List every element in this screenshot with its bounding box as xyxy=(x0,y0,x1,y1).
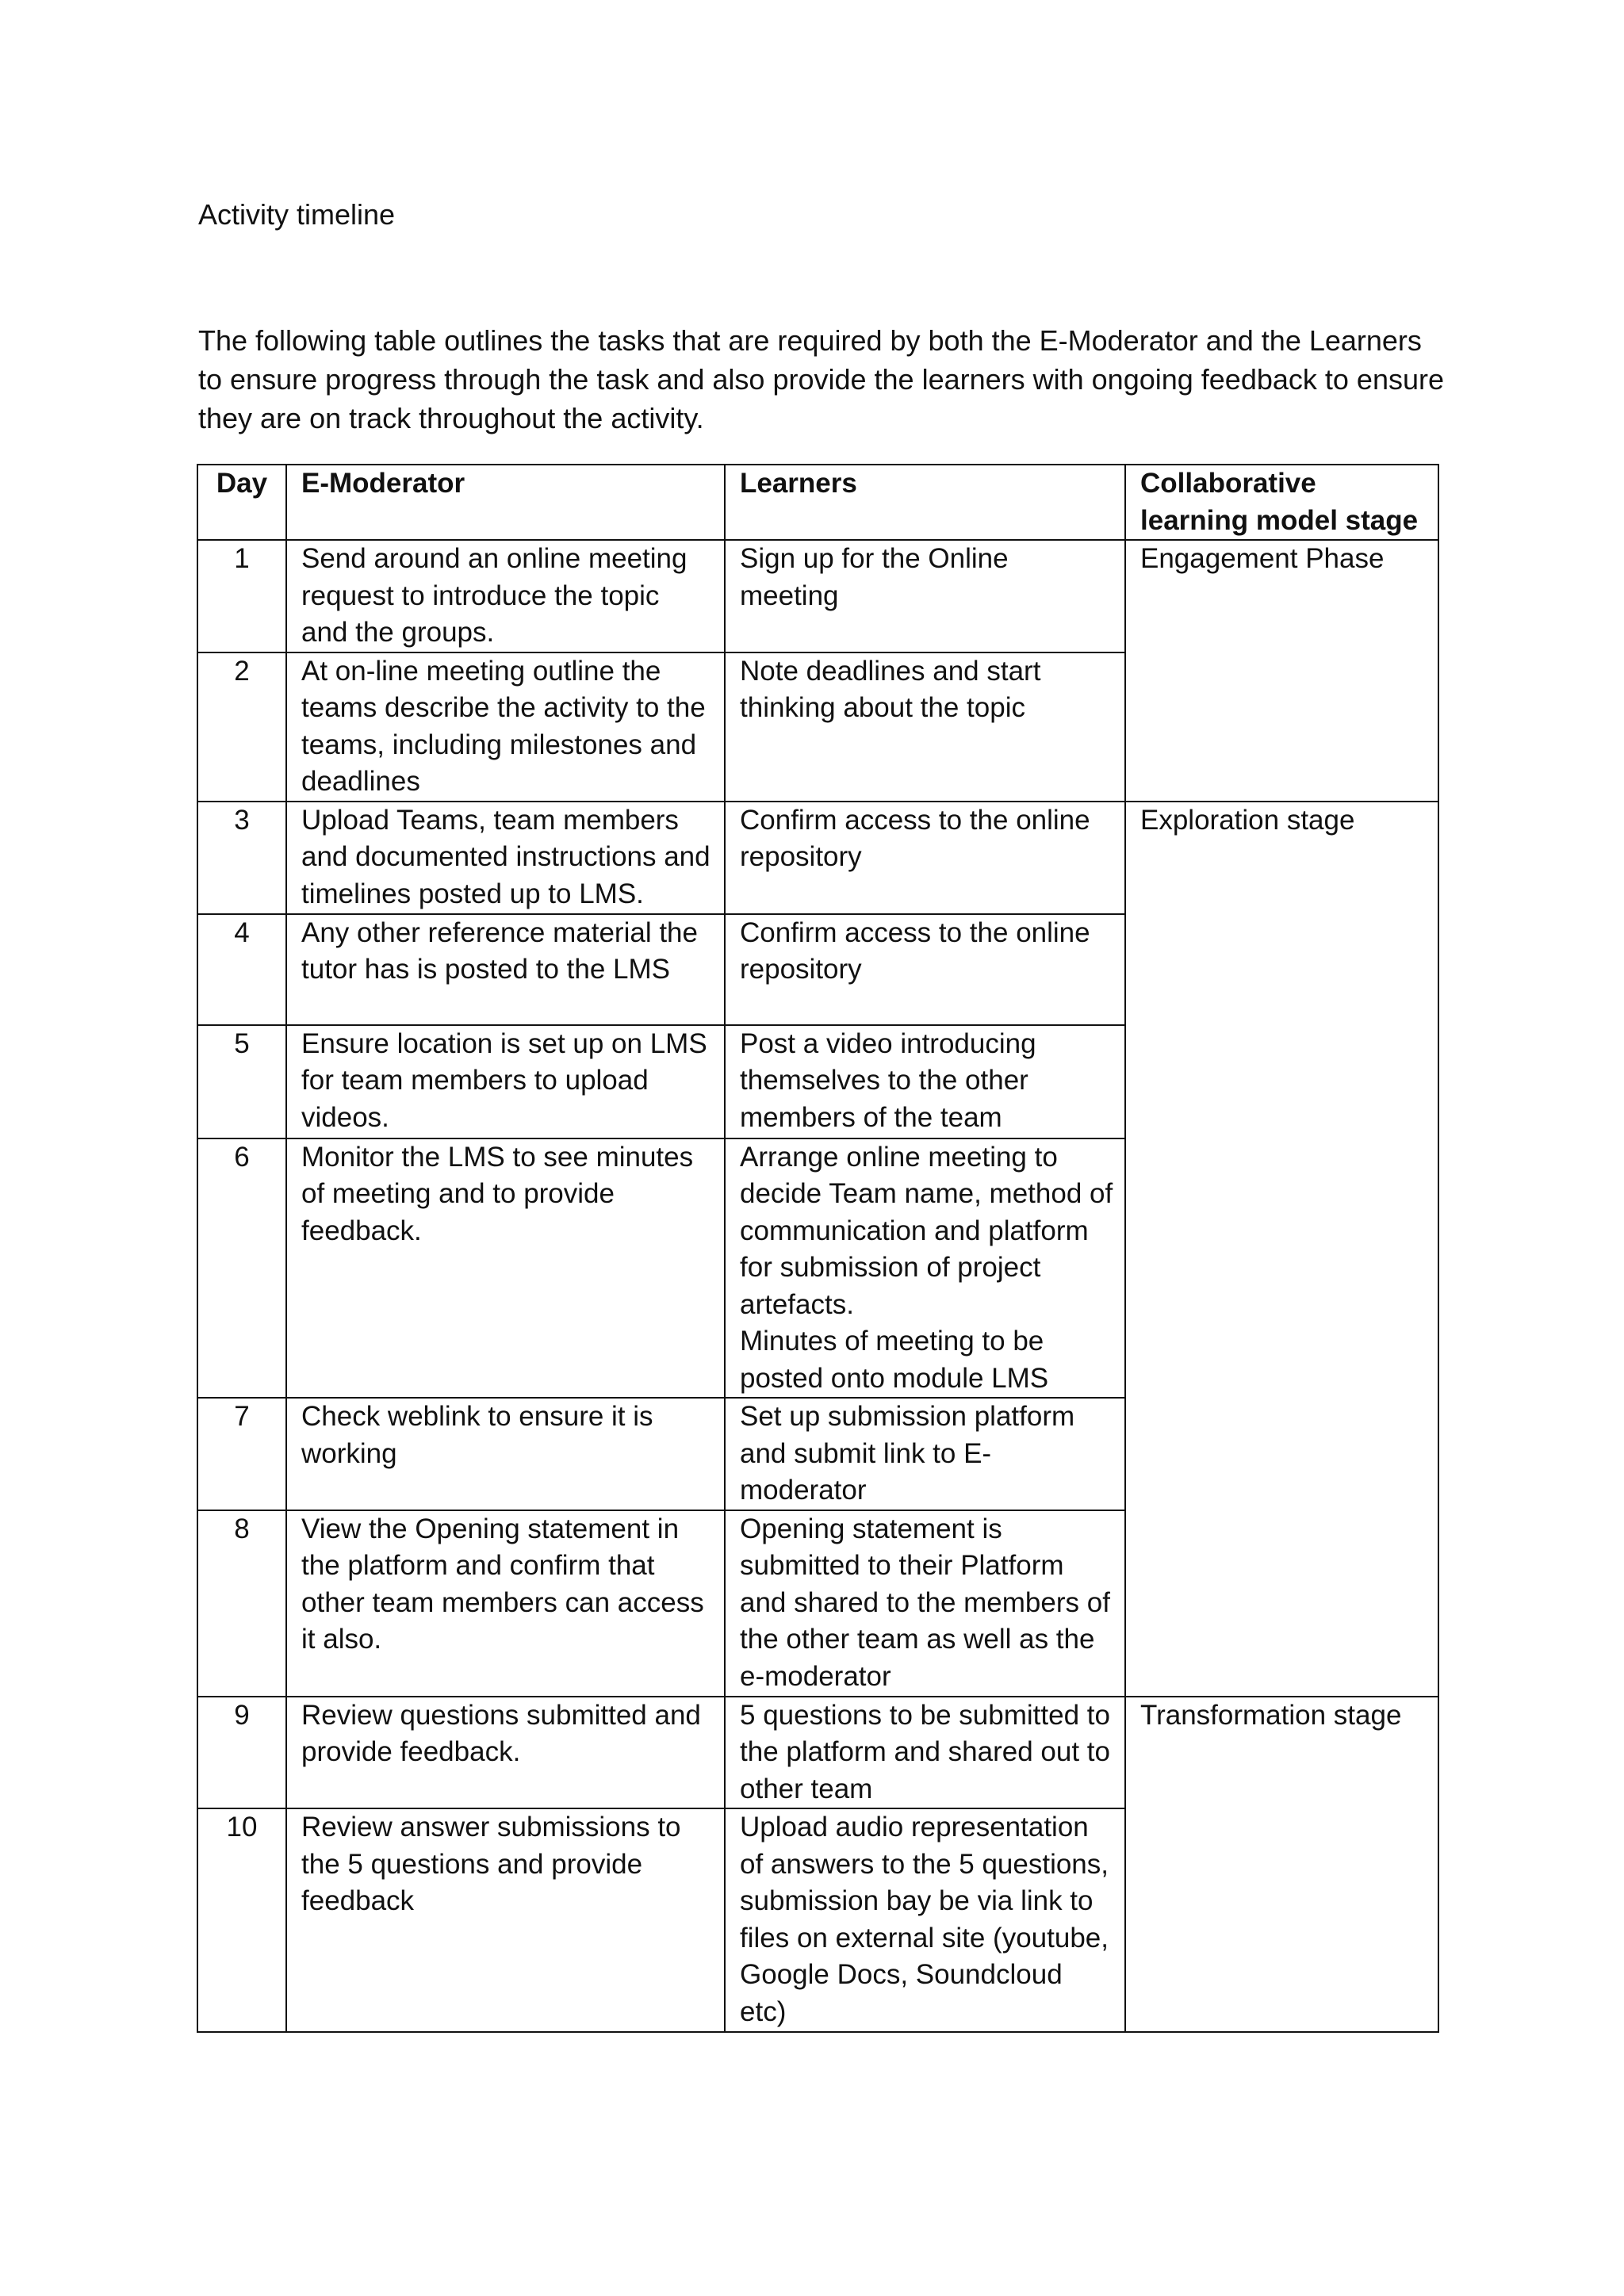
moderator-cell: At on-line meeting outline the teams describe the activity to the teams, including milestones and deadlines xyxy=(286,652,725,802)
learners-cell: Upload audio representation of answers to the 5 questions, submission bay be via link to files on external site (youtube, Google Docs, Soundcloud etc) xyxy=(725,1808,1125,2032)
moderator-cell: Review questions submitted and provide feedback. xyxy=(286,1697,725,1809)
day-cell: 4 xyxy=(197,914,286,1025)
day-cell: 9 xyxy=(197,1697,286,1809)
stage-cell-exploration: Exploration stage xyxy=(1125,802,1438,1697)
header-e-moderator: E-Moderator xyxy=(286,465,725,540)
moderator-cell: Send around an online meeting request to introduce the topic and the groups. xyxy=(286,540,725,652)
moderator-cell: Upload Teams, team members and documented instructions and timelines posted up to LMS. xyxy=(286,802,725,914)
page-title: Activity timeline xyxy=(198,198,396,231)
header-collaborative-stage: Collaborative learning model stage xyxy=(1125,465,1438,540)
table-row xyxy=(197,1697,1438,1809)
moderator-cell: Review answer submissions to the 5 questions and provide feedback xyxy=(286,1808,725,2032)
stage-cell-transformation: Transformation stage xyxy=(1125,1697,1438,2033)
header-day: Day xyxy=(197,465,286,540)
day-cell: 2 xyxy=(197,652,286,802)
table-row xyxy=(197,802,1438,914)
day-cell: 5 xyxy=(197,1025,286,1138)
day-cell: 8 xyxy=(197,1510,286,1697)
moderator-cell: Monitor the LMS to see minutes of meeting and to provide feedback. xyxy=(286,1138,725,1399)
learners-cell: Sign up for the Online meeting xyxy=(725,540,1125,652)
learners-cell: 5 questions to be submitted to the platform and shared out to other team xyxy=(725,1697,1125,1809)
stage-cell-engagement: Engagement Phase xyxy=(1125,540,1438,802)
learners-cell: Note deadlines and start thinking about the topic xyxy=(725,652,1125,802)
day-cell: 10 xyxy=(197,1808,286,2032)
day-cell: 6 xyxy=(197,1138,286,1399)
learners-cell: Arrange online meeting to decide Team name, method of communication and platform for submission of project artefacts. Minutes of meeting to be posted onto module LMS xyxy=(725,1138,1125,1399)
moderator-cell: View the Opening statement in the platform and confirm that other team members can access it also. xyxy=(286,1510,725,1697)
day-cell: 3 xyxy=(197,802,286,914)
activity-timeline-table xyxy=(197,464,1439,2033)
intro-paragraph: The following table outlines the tasks that are required by both the E-Moderator and the Learners to ensure progress through the task and also provide the learners with ongoing feedback to ensure they are on track throughout the activity. xyxy=(198,324,1444,434)
day-cell: 1 xyxy=(197,540,286,652)
moderator-cell: Any other reference material the tutor has is posted to the LMS xyxy=(286,914,725,1025)
learners-cell: Confirm access to the online repository xyxy=(725,802,1125,914)
learners-cell: Post a video introducing themselves to the other members of the team xyxy=(725,1025,1125,1138)
day-cell: 7 xyxy=(197,1398,286,1510)
learners-cell: Set up submission platform and submit link to E-moderator xyxy=(725,1398,1125,1510)
header-learners: Learners xyxy=(725,465,1125,540)
learners-cell: Confirm access to the online repository xyxy=(725,914,1125,1025)
moderator-cell: Ensure location is set up on LMS for team members to upload videos. xyxy=(286,1025,725,1138)
table-header-row xyxy=(197,465,1438,540)
moderator-cell: Check weblink to ensure it is working xyxy=(286,1398,725,1510)
table-row xyxy=(197,540,1438,652)
learners-cell: Opening statement is submitted to their Platform and shared to the members of the other team as well as the e-moderator xyxy=(725,1510,1125,1697)
